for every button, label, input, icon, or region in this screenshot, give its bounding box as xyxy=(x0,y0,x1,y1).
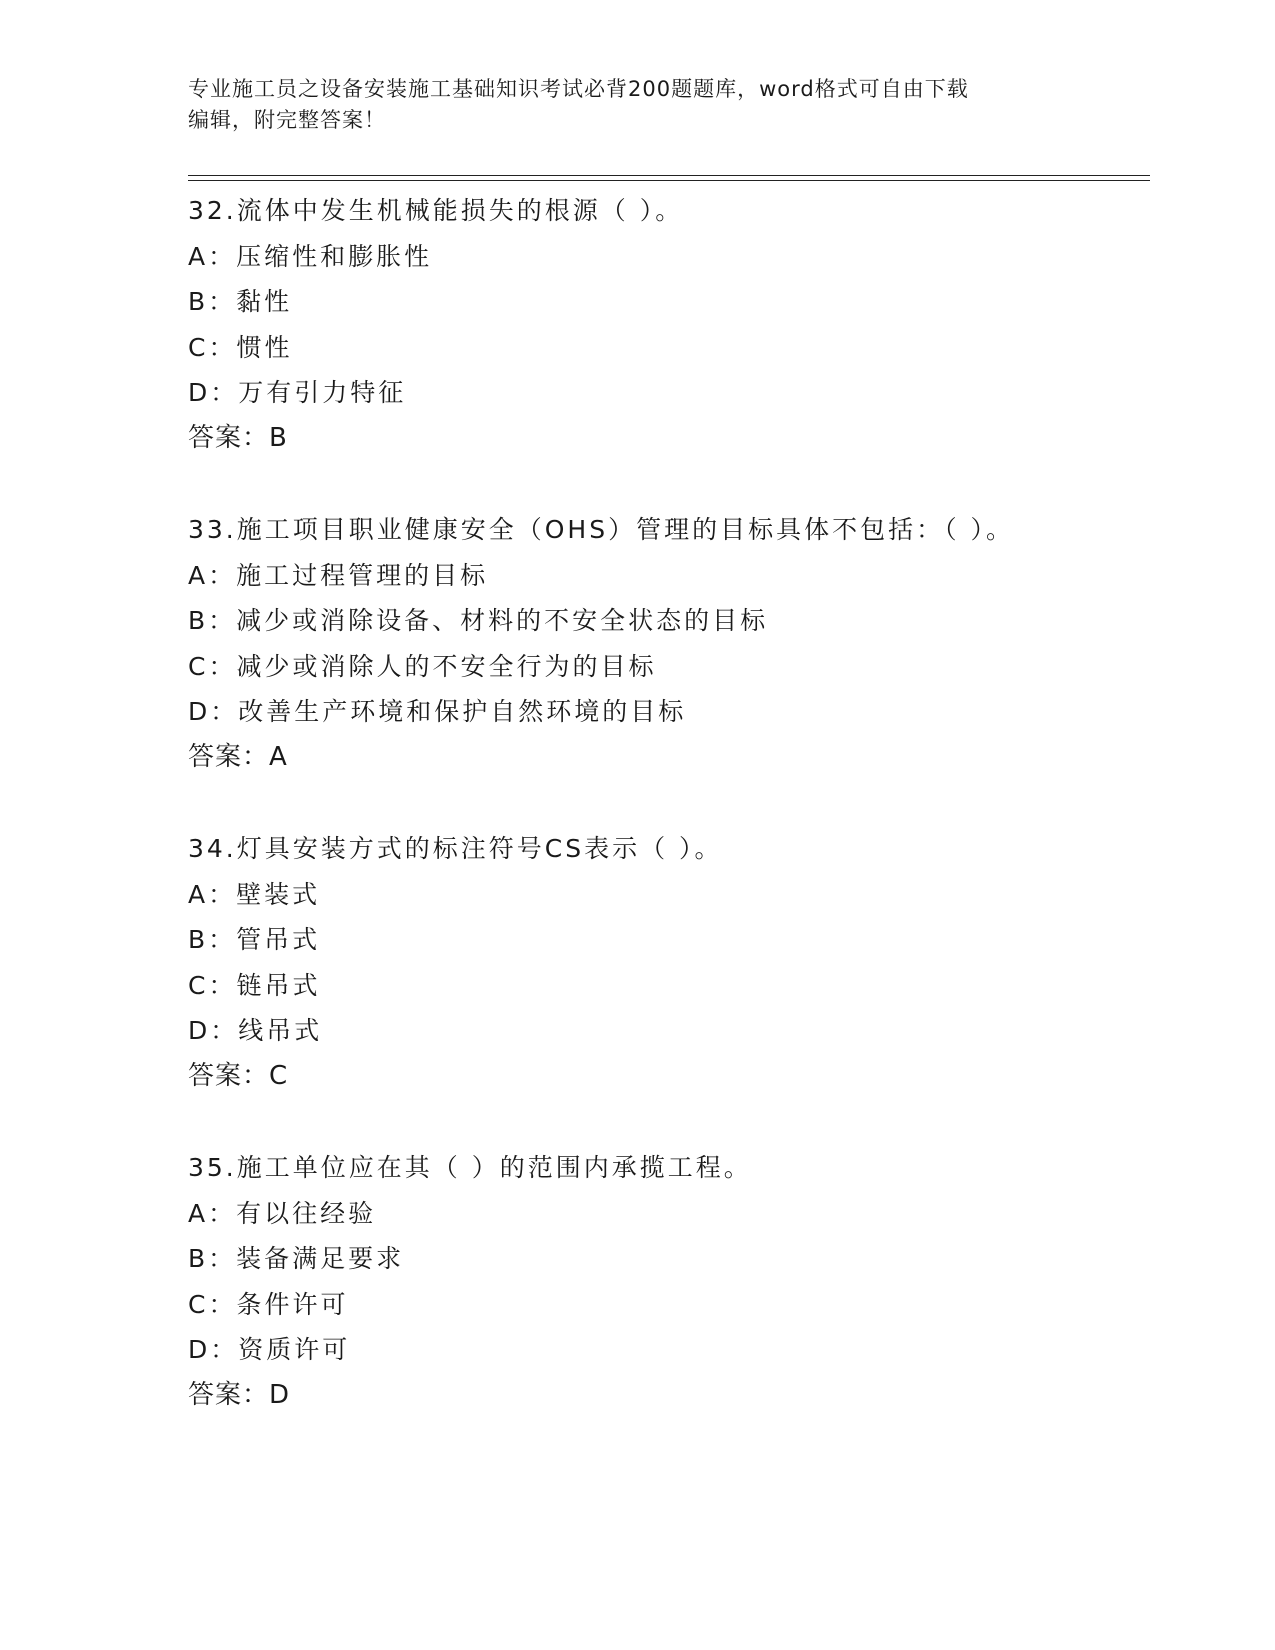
question-34 xyxy=(188,826,1148,1100)
option-d: D：资质许可 xyxy=(188,1335,351,1365)
answer: 答案：D xyxy=(188,1379,291,1410)
option-d: D：改善生产环境和保护自然环境的目标 xyxy=(188,697,687,727)
header-divider-top xyxy=(188,175,1150,176)
answer: 答案：B xyxy=(188,422,288,453)
document-header xyxy=(188,74,1088,136)
header-line-1: 专业施工员之设备安装施工基础知识考试必背200题题库，word格式可自由下载 xyxy=(188,77,969,101)
question-32 xyxy=(188,188,1148,462)
option-b: B：减少或消除设备、材料的不安全状态的目标 xyxy=(188,606,769,636)
option-a: A：压缩性和膨胀性 xyxy=(188,241,433,271)
option-c: C：减少或消除人的不安全行为的目标 xyxy=(188,651,657,681)
option-a: A：施工过程管理的目标 xyxy=(188,560,489,590)
question-stem: 34.灯具安装方式的标注符号CS表示（ ）。 xyxy=(188,834,723,863)
option-c: C：惯性 xyxy=(188,332,293,362)
option-a: A：有以往经验 xyxy=(188,1198,377,1228)
header-line-2: 编辑，附完整答案！ xyxy=(188,108,386,132)
option-a: A：壁装式 xyxy=(188,879,321,909)
question-stem: 35.施工单位应在其（ ）的范围内承揽工程。 xyxy=(188,1153,752,1182)
question-stem: 32.流体中发生机械能损失的根源（ ）。 xyxy=(188,196,684,225)
option-b: B：管吊式 xyxy=(188,925,321,955)
option-d: D：线吊式 xyxy=(188,1016,323,1046)
option-c: C：条件许可 xyxy=(188,1289,349,1319)
question-35 xyxy=(188,1145,1148,1419)
option-b: B：装备满足要求 xyxy=(188,1244,405,1274)
option-d: D：万有引力特征 xyxy=(188,378,407,408)
question-33 xyxy=(188,507,1148,781)
option-b: B：黏性 xyxy=(188,287,293,317)
answer: 答案：A xyxy=(188,741,288,772)
option-c: C：链吊式 xyxy=(188,970,321,1000)
question-stem: 33.施工项目职业健康安全（OHS）管理的目标具体不包括：（ ）。 xyxy=(188,515,1015,544)
header-divider-bottom xyxy=(188,180,1150,181)
answer: 答案：C xyxy=(188,1060,289,1091)
